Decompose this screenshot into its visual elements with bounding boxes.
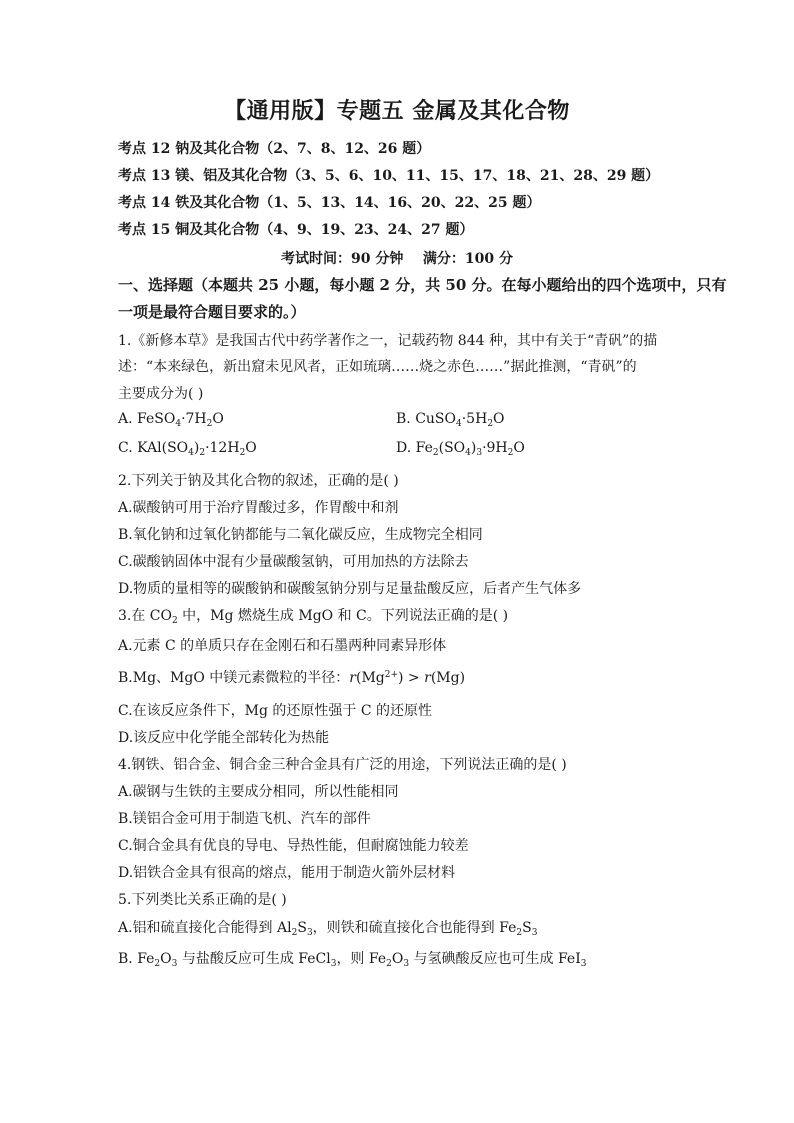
q2-option-d: D.物质的量相等的碳酸钠和碳酸氢钠分别与足量盐酸反应，后者产生气体多 [118,581,582,597]
section-heading-line2: 一项是最符合题目要求的。） [118,303,306,321]
q3-option-a: A.元素 C 的单质只存在金刚石和石墨两种同素异形体 [118,638,447,654]
kaodian-13: 考点 13 镁、铝及其化合物（3、5、6、10、11、15、17、18、21、28、29 题） [118,168,660,184]
q5-option-a: A.铝和硫直接化合能得到 $Al_2S_3$，则铁和硫直接化合也能得到 $Fe_2S_3$ [118,920,538,938]
kaodian-14: 考点 14 铁及其化合物（1、5、13、14、16、20、22、25 题） [118,195,541,211]
q2-option-b: B.氧化钠和过氧化钠都能与二氧化碳反应，生成物完全相同 [118,527,483,543]
q1-stem-line1: 1.《新修本草》是我国古代中药学著作之一，记载药物 844 种，其中有关于“青矾”的描 [118,333,658,349]
q5-stem: 5.下列类比关系正确的是( ) [118,892,287,908]
q2-option-a: A.碳酸钠可用于治疗胃酸过多，作胃酸中和剂 [118,500,399,516]
q2-option-c: C.碳酸钠固体中混有少量碳酸氢钠，可用加热的方法除去 [118,554,469,570]
q1-option-d: D. $Fe_2(SO_4)_3\cdot 9H_2O$ [396,440,525,458]
q3-stem: 3.在 $CO_2$ 中，Mg 燃烧生成 MgO 和 C。下列说法正确的是( ) [118,608,509,626]
q1-stem-line2: 述：“本来绿色，新出窟未见风者，正如琉璃……烧之赤色……”据此推测，“青矾”的 [118,359,637,375]
q1-stem-line3: 主要成分为( ) [118,386,204,402]
page-title: 【通用版】专题五 金属及其化合物 [224,98,570,124]
q1-option-c: C. $KAl(SO_4)_2\cdot 12H_2O$ [118,440,257,458]
q3-option-b: B.Mg、MgO 中镁元素微粒的半径：$r(Mg^{2+}) > r(Mg)$ [118,670,466,686]
q4-option-a: A.碳钢与生铁的主要成分相同，所以性能相同 [118,784,399,800]
q4-option-c: C.铜合金具有优良的导电、导热性能，但耐腐蚀能力较差 [118,838,469,854]
section-heading-line1: 一、选择题（本题共 25 小题，每小题 2 分，共 50 分。在每小题给出的四个选项中，只有 [118,276,727,294]
q4-option-b: B.镁铝合金可用于制造飞机、汽车的部件 [118,811,371,827]
kaodian-15: 考点 15 铜及其化合物（4、9、19、23、24、27 题） [118,222,474,238]
q1-option-a: A. $FeSO_4\cdot 7H_2O$ [118,411,224,429]
q1-option-b: B. $CuSO_4\cdot 5H_2O$ [396,411,505,429]
exam-info: 考试时间：90 分钟 满分：100 分 [281,251,513,267]
kaodian-12: 考点 12 钠及其化合物（2、7、8、12、26 题） [118,141,431,157]
q3-option-d: D.该反应中化学能全部转化为热能 [118,730,330,746]
q4-stem: 4.钢铁、铝合金、铜合金三种合金具有广泛的用途，下列说法正确的是( ) [118,757,567,773]
q5-option-b: B. $Fe_2O_3$ 与盐酸反应可生成 FeCl$_3$，则 $Fe_2O_3$ 与氢碘酸反应也可生成 FeI$_3$ [118,951,587,969]
q2-stem: 2.下列关于钠及其化合物的叙述，正确的是( ) [118,473,399,489]
q4-option-d: D.铝铁合金具有很高的熔点，能用于制造火箭外层材料 [118,865,456,881]
q3-option-c: C.在该反应条件下，Mg 的还原性强于 C 的还原性 [118,703,433,719]
